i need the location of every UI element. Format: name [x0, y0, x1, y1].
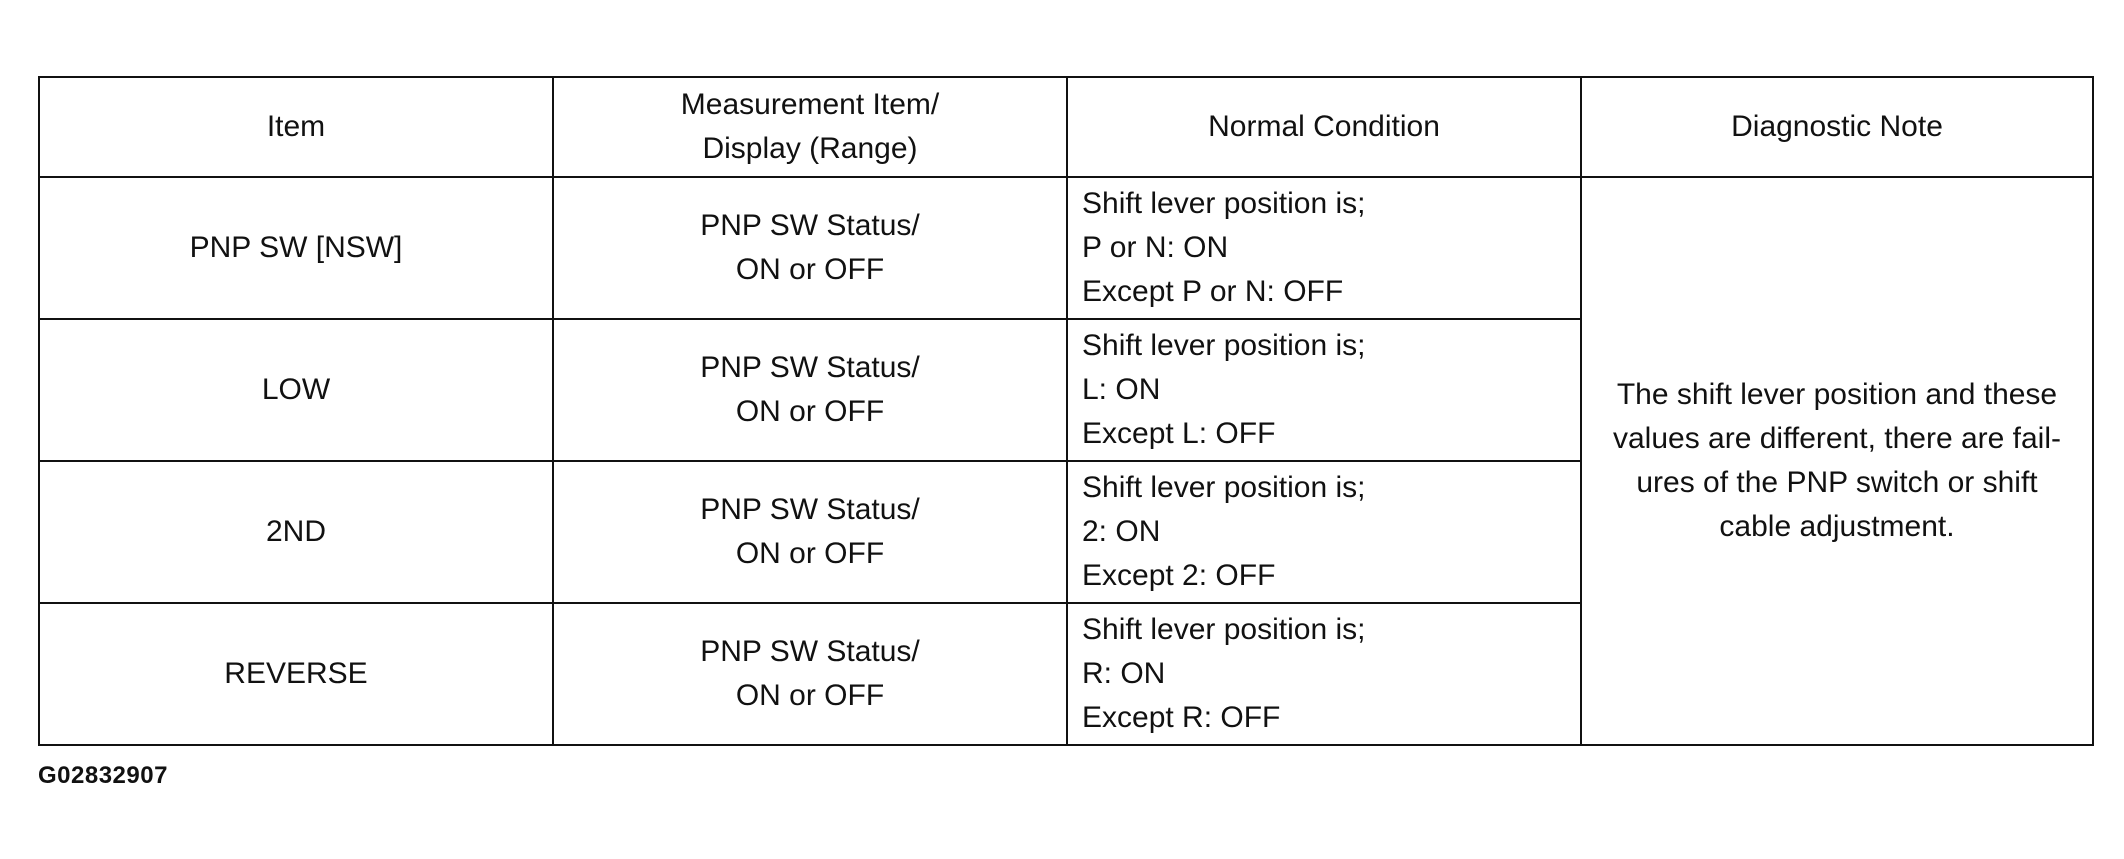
cell-normal-condition: Shift lever position is; L: ON Except L: OFF: [1067, 319, 1581, 461]
cell-item: LOW: [39, 319, 553, 461]
cell-normal-condition: Shift lever position is; R: ON Except R: OFF: [1067, 603, 1581, 745]
cell-normal-condition: Shift lever position is; 2: ON Except 2: OFF: [1067, 461, 1581, 603]
cell-item: REVERSE: [39, 603, 553, 745]
header-normal-condition: Normal Condition: [1067, 77, 1581, 177]
cell-measurement: PNP SW Status/ ON or OFF: [553, 177, 1067, 319]
cell-measurement: PNP SW Status/ ON or OFF: [553, 461, 1067, 603]
cell-measurement: PNP SW Status/ ON or OFF: [553, 319, 1067, 461]
header-measurement-item: [553, 77, 1067, 177]
table-header-row: [39, 77, 2093, 177]
figure-id: G02832907: [38, 762, 168, 789]
table-row: [39, 177, 2093, 319]
cell-item: 2ND: [39, 461, 553, 603]
cell-diagnostic-note: The shift lever position and these values are different, there are fail- ures of the PNP switch or shift cable adjustment.: [1581, 177, 2093, 745]
cell-measurement: PNP SW Status/ ON or OFF: [553, 603, 1067, 745]
header-item: Item: [39, 77, 553, 177]
cell-item: PNP SW [NSW]: [39, 177, 553, 319]
cell-normal-condition: Shift lever position is; P or N: ON Except P or N: OFF: [1067, 177, 1581, 319]
header-measurement-line-2: Display (Range): [702, 132, 918, 165]
diagnostic-data-table: [38, 76, 2094, 746]
header-measurement-line-1: Measurement Item/: [680, 88, 940, 121]
header-diagnostic-note: Diagnostic Note: [1581, 77, 2093, 177]
